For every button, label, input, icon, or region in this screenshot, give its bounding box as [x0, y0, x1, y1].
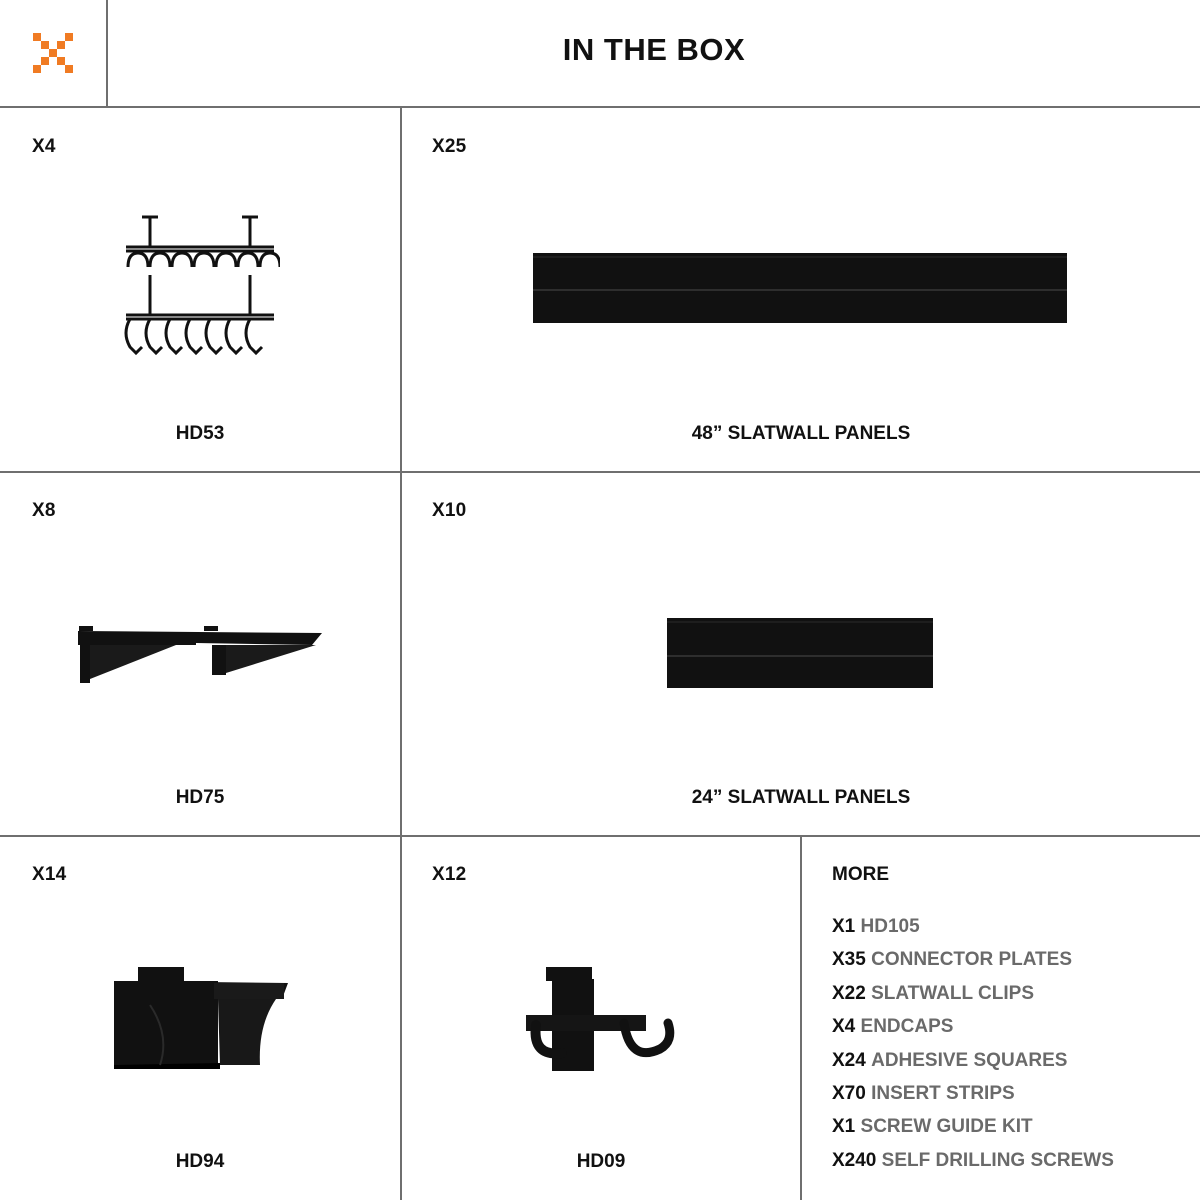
list-item: X240 SELF DRILLING SCREWS: [832, 1149, 1114, 1171]
shelf-bracket-icon: [76, 623, 326, 693]
item-name: 48” SLATWALL PANELS: [691, 423, 911, 444]
short-slatwall-panel-icon: [667, 618, 935, 690]
divider-col2-right: [800, 836, 802, 1200]
list-item: X22 SLATWALL CLIPS: [832, 982, 1034, 1004]
page-title: IN THE BOX: [562, 32, 746, 67]
item-quantity: X14: [32, 864, 67, 885]
item-card-hd94: [0, 837, 400, 1200]
item-name: HD94: [175, 1151, 225, 1172]
item-quantity: X25: [432, 136, 467, 157]
item-card-hd09: [402, 837, 800, 1200]
double-hook-rack-icon: [120, 207, 280, 367]
list-item: X1 HD105: [832, 916, 920, 937]
more-heading: MORE: [832, 864, 889, 885]
item-card-hd53: [0, 107, 400, 471]
item-name: HD53: [175, 423, 225, 444]
more-list: [832, 916, 1114, 1183]
list-item: X1 SCREW GUIDE KIT: [832, 1116, 1033, 1138]
item-card-48-slatwall: [402, 107, 1200, 471]
bike-hook-icon: [524, 965, 684, 1075]
logo: [0, 0, 106, 106]
item-quantity: X4: [32, 136, 56, 157]
list-item: X70 INSERT STRIPS: [832, 1082, 1015, 1104]
long-slatwall-panel-icon: [533, 253, 1069, 325]
orange-x-logo-icon: [0, 0, 106, 106]
list-item: X35 CONNECTOR PLATES: [832, 949, 1073, 971]
item-name: 24” SLATWALL PANELS: [691, 787, 911, 808]
item-name: HD09: [576, 1151, 626, 1172]
basket-shelf-icon: [110, 965, 290, 1075]
item-quantity: X8: [32, 500, 56, 521]
item-quantity: X12: [432, 864, 467, 885]
item-card-hd75: [0, 473, 400, 835]
item-card-24-slatwall: [402, 473, 1200, 835]
list-item: X24 ADHESIVE SQUARES: [832, 1049, 1068, 1071]
list-item: X4 ENDCAPS: [832, 1016, 954, 1038]
item-quantity: X10: [432, 500, 467, 521]
item-name: HD75: [175, 787, 225, 808]
